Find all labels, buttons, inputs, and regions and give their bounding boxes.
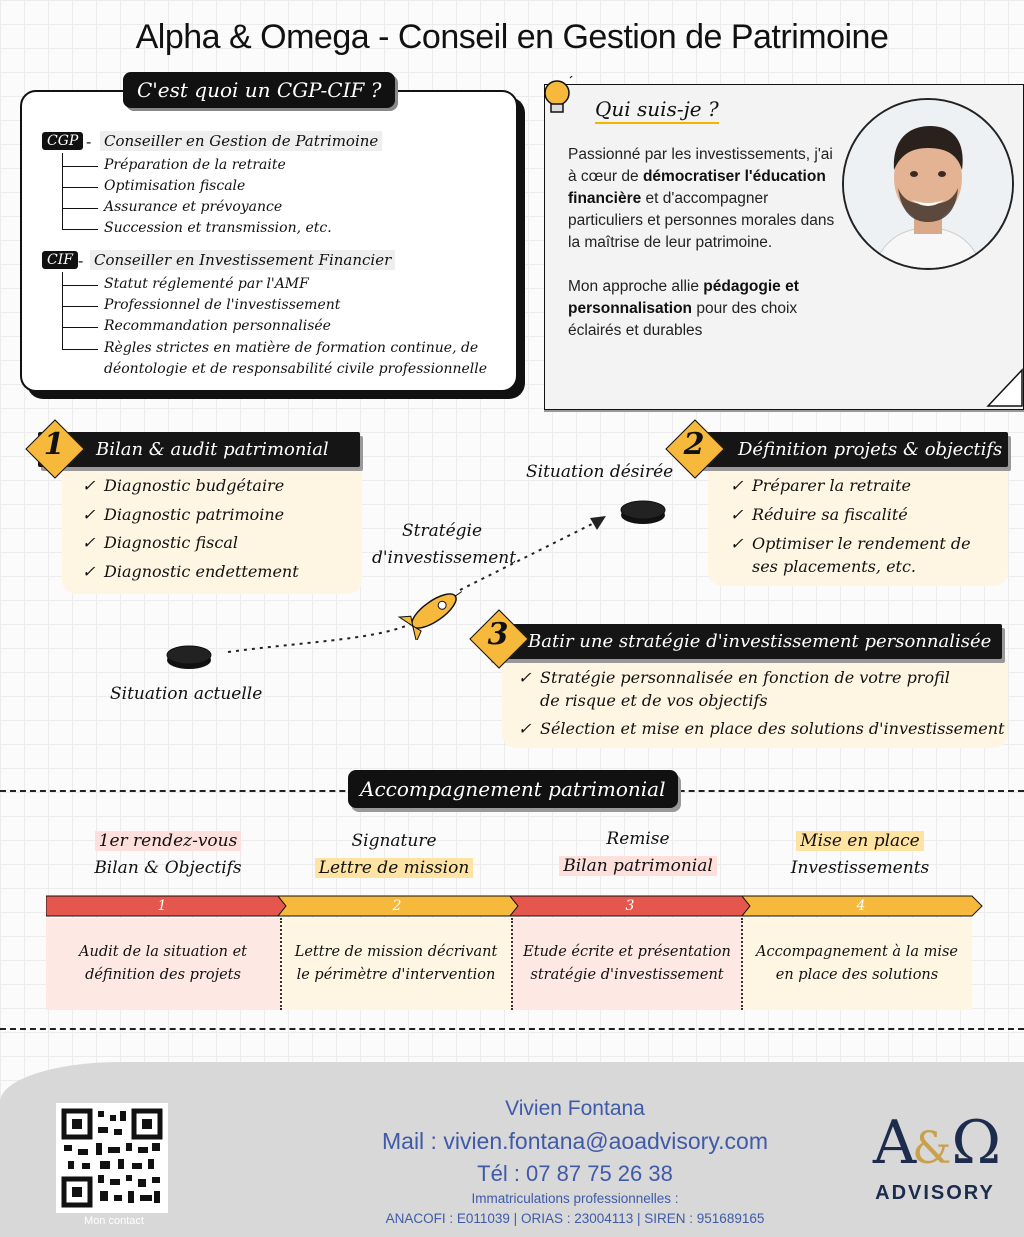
check-item (730, 505, 908, 524)
milestone-line2: Bilan patrimonial (559, 856, 717, 876)
check-item-label: Stratégie personnalisée en fonction de votre profil (540, 668, 950, 687)
check-icon: ✓ (730, 476, 744, 495)
registration-ids: ANACOFI : E011039 | ORIAS : 23004113 | SIREN : 951689165 (385, 1211, 765, 1226)
check-item-label: Sélection et mise en place des solutions d'investissement (540, 719, 1005, 738)
milestone-description (280, 918, 512, 1010)
lightbulb-icon (538, 76, 576, 122)
accompaniment-title: Accompagnement patrimonial (348, 770, 678, 808)
logo-wordmark: ADVISORY (875, 1182, 995, 1204)
timeline-step-1: 1 (157, 898, 167, 914)
desc-line: Audit de la situation et (79, 944, 247, 960)
strategy-label: Stratégie (402, 521, 483, 541)
check-icon: ✓ (730, 505, 744, 524)
milestone-label (284, 828, 504, 882)
current-situation-coin-icon (166, 645, 212, 671)
cgp-item: Succession et transmission, etc. (104, 220, 332, 236)
desc-line: Lettre de mission décrivant (294, 944, 498, 960)
separator (280, 918, 282, 1010)
milestone-line1: 1er rendez-vous (95, 831, 242, 851)
check-item (82, 476, 284, 495)
milestone-line2: Bilan & Objectifs (94, 858, 242, 878)
cif-item: Règles strictes en matière de formation continue, de (104, 340, 479, 356)
milestone-label (750, 828, 970, 882)
timeline-step-2: 2 (392, 898, 402, 914)
bio-text: Passionné par les investissements, j'ai à cœur de (568, 146, 833, 185)
milestone-description (742, 918, 972, 1010)
page-title: Alpha & Omega - Conseil en Gestion de Patrimoine (135, 18, 889, 56)
check-icon: ✓ (82, 562, 96, 581)
bio-bold: pédagogie et personnalisation (568, 278, 799, 317)
tree-line (62, 153, 63, 229)
step-3-title: Batir une stratégie d'investissement personnalisée (488, 624, 1002, 659)
dash: - (78, 252, 84, 270)
contact-phone[interactable]: Tél : 07 87 75 26 38 (477, 1161, 673, 1186)
step-2-number: 2 (683, 427, 705, 462)
folded-corner-icon (986, 368, 1024, 408)
check-item (518, 668, 950, 687)
milestone-label (58, 828, 278, 882)
about-title: Qui suis-je ? (595, 97, 719, 124)
desc-line: Etude écrite et présentation (523, 944, 731, 960)
check-icon: ✓ (518, 719, 532, 738)
tree-line (62, 272, 63, 350)
separator (511, 918, 513, 1010)
milestone-description (46, 918, 280, 1010)
check-icon: ✓ (518, 668, 532, 687)
dash: - (86, 133, 92, 151)
desired-situation-coin-icon (620, 500, 666, 526)
contact-mail[interactable]: Mail : vivien.fontana@aoadvisory.com (382, 1128, 768, 1154)
bio-text: Mon approche allie (568, 278, 704, 295)
cif-acronym: CIF (42, 251, 78, 269)
check-item (518, 719, 1005, 738)
journey-path (160, 500, 620, 670)
cif-item: Recommandation personnalisée (104, 318, 331, 334)
check-item-label: Diagnostic endettement (104, 562, 299, 581)
desc-line: le périmètre d'intervention (296, 967, 496, 983)
cgp-acronym: CGP (42, 132, 83, 150)
milestone-label (528, 826, 748, 880)
check-item-label: Diagnostic fiscal (104, 533, 238, 552)
check-icon: ✓ (730, 534, 744, 553)
strategy-label: d'investissement (372, 548, 517, 568)
step-1-title: Bilan & audit patrimonial (38, 432, 360, 467)
check-item (730, 534, 971, 553)
cif-item: Statut réglementé par l'AMF (104, 276, 309, 292)
divider (0, 1028, 1024, 1030)
logo-mark-right: Ω (951, 1108, 998, 1178)
rocket-icon (398, 582, 470, 640)
cif-item: Professionnel de l'investissement (104, 297, 341, 313)
cif-label: Conseiller en Investissement Financier (90, 250, 395, 270)
cgp-item: Préparation de la retraite (104, 157, 286, 173)
check-item-label: Diagnostic patrimoine (104, 505, 285, 524)
milestone-description (512, 918, 742, 1010)
check-icon: ✓ (82, 533, 96, 552)
cgp-item: Optimisation fiscale (104, 178, 246, 194)
check-item-label: Préparer la retraite (752, 476, 912, 495)
timeline-step-3: 3 (625, 898, 635, 914)
milestone-line2: Lettre de mission (315, 858, 474, 878)
logo-ampersand: & (912, 1123, 952, 1174)
bio-bold: démocratiser l'éducation financière (568, 168, 826, 207)
bio-text: pour des choix éclairés et durables (568, 300, 798, 339)
check-item-continued: de risque et de vos objectifs (540, 691, 768, 710)
contact-name: Vivien Fontana (505, 1097, 645, 1120)
check-icon: ✓ (82, 476, 96, 495)
bio-text: et d'accompagner particuliers et personnes morales dans la maîtrise de leur patrimoine. (568, 190, 835, 251)
desc-line: définition des projets (85, 967, 241, 983)
check-item (730, 476, 911, 495)
desired-situation-label: Situation désirée (526, 462, 674, 482)
desc-line: en place des solutions (775, 967, 939, 983)
cif-item-continued: déontologie et de responsabilité civile professionnelle (104, 361, 488, 377)
separator (741, 918, 743, 1010)
check-item-label: Optimiser le rendement de (752, 534, 971, 553)
timeline-step-4: 4 (856, 898, 866, 914)
check-item-continued: ses placements, etc. (752, 557, 917, 576)
check-icon: ✓ (82, 505, 96, 524)
logo-mark-left: A (872, 1108, 913, 1178)
avatar (842, 98, 1014, 270)
cgp-label: Conseiller en Gestion de Patrimoine (100, 131, 382, 151)
qr-code[interactable] (56, 1103, 168, 1213)
step-2-title: Définition projets & objectifs (690, 432, 1008, 467)
logo (860, 1108, 1010, 1178)
check-item-label: Réduire sa fiscalité (752, 505, 908, 524)
step-1-number: 1 (43, 427, 65, 462)
milestone-line1: Mise en place (796, 831, 923, 851)
milestone-line1: Remise (606, 829, 670, 849)
current-situation-label: Situation actuelle (110, 684, 263, 704)
registration-title: Immatriculations professionnelles : (471, 1191, 679, 1206)
cgp-item: Assurance et prévoyance (104, 199, 283, 215)
qr-label: Mon contact (84, 1215, 144, 1227)
milestone-line1: Signature (351, 831, 437, 851)
step-3-number: 3 (487, 617, 509, 652)
check-item-label: Diagnostic budgétaire (104, 476, 285, 495)
desc-line: Accompagnement à la mise (756, 944, 958, 960)
milestone-line2: Investissements (790, 858, 930, 878)
cgp-cif-title: C'est quoi un CGP-CIF ? (123, 72, 395, 108)
about-text (568, 144, 838, 342)
desc-line: stratégie d'investissement (530, 967, 724, 983)
